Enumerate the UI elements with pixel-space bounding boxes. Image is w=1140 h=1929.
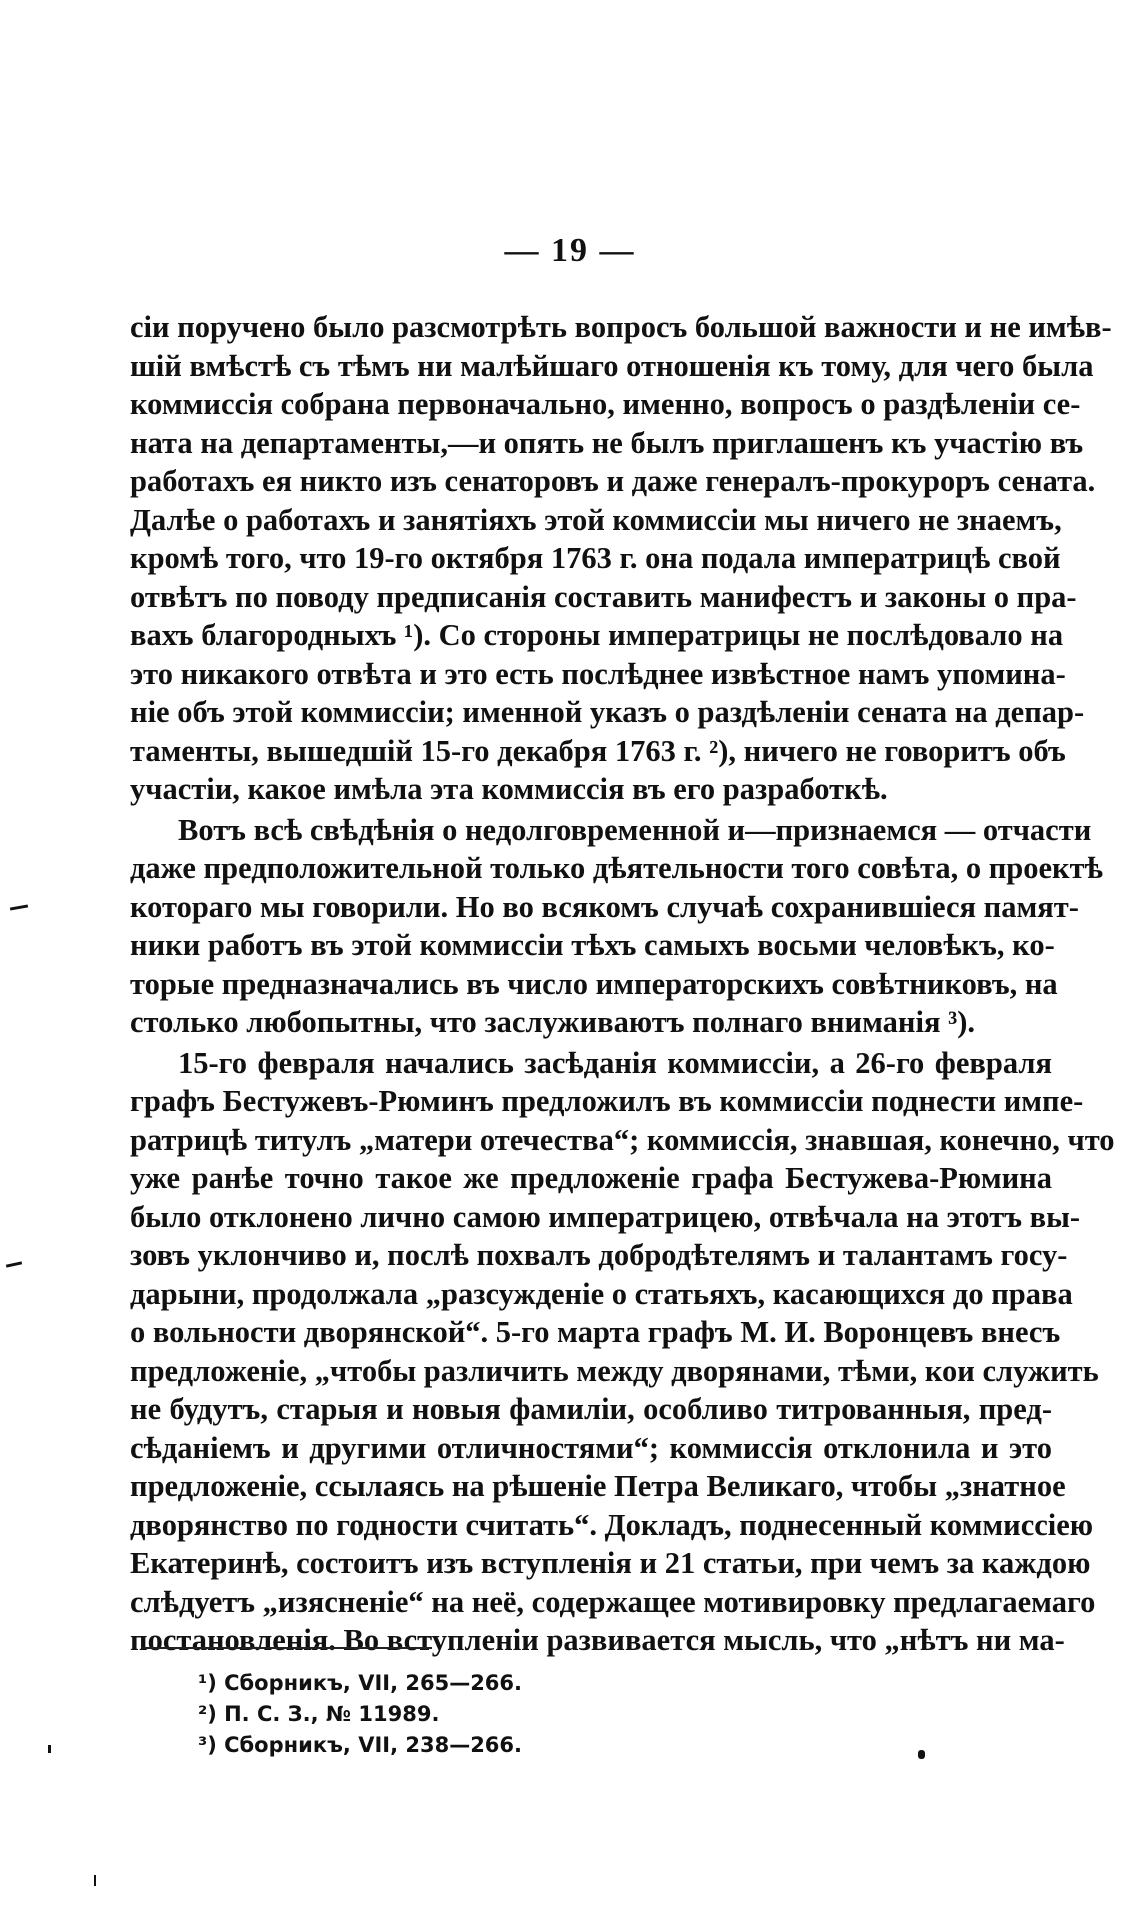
footnote-mark: ³) <box>198 1733 217 1757</box>
text-line: это никакого отвѣта и это есть послѣднее извѣстное намъ упомина- <box>130 656 1066 691</box>
text-line: вахъ благородныхъ ¹). Со стороны императрицы не послѣдовало на <box>130 618 1064 652</box>
text-line: 15-го февраля начались засѣданія коммиссіи, а 26-го февраля <box>178 1045 1052 1080</box>
text-line: даже предположительной только дѣятельности того совѣта, о проектѣ <box>130 851 1103 885</box>
text-line: предложеніе, ссылаясь на рѣшеніе Петра Великаго, чтобы „знатное <box>130 1469 1066 1503</box>
body-text <box>130 308 1115 1662</box>
text-line: Вотъ всѣ свѣдѣнія о недолговременной и—признаемся — отчасти <box>178 812 1092 847</box>
text-line: столько любопытны, что заслуживаютъ полнаго вниманія ³). <box>130 1005 975 1039</box>
text-line: таменты, вышедшій 15-го декабря 1763 г. ²), ничего не говоритъ объ <box>130 733 1066 768</box>
text-line: зовъ уклончиво и, послѣ похвалъ добродѣтелямъ и талантамъ госу- <box>130 1238 1068 1272</box>
footnote-3 <box>198 1730 522 1761</box>
text-line: кромѣ того, что 19-го октября 1763 г. она подала императрицѣ свой <box>130 541 1061 575</box>
scan-mark <box>48 1745 51 1753</box>
footnote-mark: ²) <box>198 1702 217 1726</box>
footnote-text: Сборникъ, VII, 265—266. <box>224 1671 523 1695</box>
text-line: было отклонено лично самою императрицею, отвѣчала на этотъ вы- <box>130 1199 1081 1234</box>
text-line: ники работъ въ этой коммиссіи тѣхъ самыхъ восьми человѣкъ, ко- <box>130 928 1055 962</box>
text-line: шій вмѣстѣ съ тѣмъ ни малѣйшаго отношенія къ тому, для чего была <box>130 348 1094 383</box>
footnotes <box>198 1668 522 1761</box>
footnote-2 <box>198 1699 522 1730</box>
footnote-text: П. С. З., № 11989. <box>224 1702 440 1726</box>
text-line: Екатеринѣ, состоитъ изъ вступленія и 21 статьи, при чемъ за каждою <box>130 1546 1091 1580</box>
scan-mark <box>6 1261 22 1267</box>
text-line: графъ Бестужевъ-Рюминъ предложилъ въ коммиссіи поднести импе- <box>130 1084 1084 1118</box>
text-line: ната на департаменты,—и опять не былъ приглашенъ къ участію въ <box>130 425 1084 460</box>
paragraph-3 <box>130 1044 1115 1660</box>
text-line: уже ранѣе точно такое же предложеніе графа Бестужева-Рюмина <box>130 1161 1052 1195</box>
text-line: слѣдуетъ „изясненіе“ на неё, содержащее мотивировку предлагаемаго <box>130 1584 1096 1619</box>
text-line: о вольности дворянской“. 5-го марта графъ М. И. Воронцевъ внесъ <box>130 1315 1061 1349</box>
text-line: предложеніе, „чтобы различить между дворянами, тѣми, кои служить <box>130 1353 1099 1388</box>
text-line: котораго мы говорили. Но во всякомъ случаѣ сохранившіеся памят- <box>130 889 1079 924</box>
text-line: не будутъ, старыя и новыя фамиліи, особливо титрованныя, пред- <box>130 1392 1052 1426</box>
footnote-divider <box>142 1647 432 1649</box>
text-line: торые предназначались въ число императорскихъ совѣтниковъ, на <box>130 966 1058 1001</box>
footnote-1 <box>198 1668 522 1699</box>
text-line: Далѣе о работахъ и занятіяхъ этой коммиссіи мы ничего не знаемъ, <box>130 502 1062 537</box>
text-line: дворянство по годности считать“. Докладъ, поднесенный коммиссіею <box>130 1507 1094 1542</box>
footnote-text: Сборникъ, VII, 238—266. <box>224 1733 523 1757</box>
text-line: сіи поручено было разсмотрѣть вопросъ большой важности и не имѣв- <box>130 310 1112 344</box>
text-line: работахъ ея никто изъ сенаторовъ и даже генералъ-прокуроръ сената. <box>130 464 1096 498</box>
text-line: коммиссія собрана первоначально, именно, вопросъ о раздѣленіи се- <box>130 387 1081 421</box>
text-line: постановленія. Во вступленіи развивается мысль, что „нѣтъ ни ма- <box>130 1623 1065 1657</box>
paragraph-1 <box>130 308 1112 809</box>
scan-mark <box>94 1875 96 1886</box>
footnote-mark: ¹) <box>198 1671 217 1695</box>
paragraph-2 <box>130 811 1103 1042</box>
scan-mark <box>918 1750 925 1759</box>
text-line: ніе объ этой коммиссіи; именной указъ о раздѣленіи сената на депар- <box>130 695 1085 729</box>
text-line: ратрицѣ титулъ „матери отечества“; коммиссія, знавшая, конечно, что <box>130 1122 1115 1157</box>
text-line: сѣданіемъ и другими отличностями“; коммиссія отклонила и это <box>130 1430 1052 1465</box>
text-line: участіи, какое имѣла эта коммиссія въ его разработкѣ. <box>130 772 888 806</box>
scan-mark <box>10 904 28 910</box>
text-line: отвѣтъ по поводу предписанія составить манифестъ и законы о пра- <box>130 579 1077 614</box>
text-line: дарыни, продолжала „разсужденіе о статьяхъ, касающихся до права <box>130 1276 1073 1311</box>
page-number: — 19 — <box>504 232 636 269</box>
